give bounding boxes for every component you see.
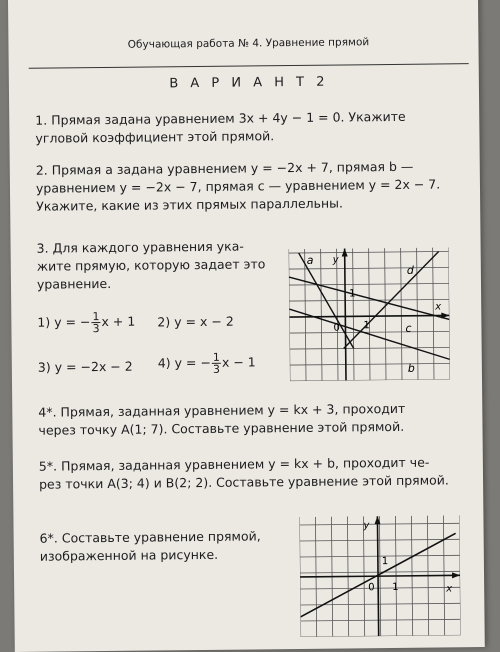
equation-1-denominator: 3	[92, 322, 100, 336]
equation-1-suffix: x + 1	[101, 313, 136, 330]
task-5	[39, 453, 459, 493]
task-6-number: 6*.	[39, 530, 58, 546]
task-2	[36, 157, 457, 215]
equation-1-fraction	[91, 311, 100, 334]
task-6-line-2: изображенной на рисунке.	[39, 546, 219, 564]
task-6-label-x: x	[446, 583, 453, 595]
label-d: d	[406, 263, 414, 277]
label-y: y	[332, 254, 339, 266]
equation-3: 3) y = −2x − 2	[37, 358, 133, 375]
task-6-graph	[299, 515, 460, 637]
task-5-number: 5*.	[38, 458, 58, 474]
task-3-line-3: уравнение.	[36, 275, 112, 292]
task-2-line-2: уравнением y = −2x − 7, прямая c — уравнением y = 2x − 7.	[35, 176, 441, 196]
label-b: b	[407, 361, 415, 375]
task-6-line-1	[40, 527, 300, 548]
task-4	[38, 399, 458, 439]
label-y-one: 1	[349, 288, 356, 300]
label-origin: 0	[333, 322, 340, 334]
task-3-line-2: жите прямую, которую задает это	[36, 256, 266, 274]
task-1-line-2: угловой коэффициент этой прямой.	[35, 128, 275, 146]
task-3-grid	[289, 247, 450, 381]
task-6-label-y: y	[363, 520, 370, 532]
equation-1	[37, 311, 135, 335]
equation-4-fraction	[212, 352, 221, 375]
task-1-text-1: Прямая задана уравнением 3x + 4y − 1 = 0. Укажите	[51, 108, 406, 128]
task-6-text-1: Составьте уравнение прямой,	[61, 528, 261, 546]
task-6-x-arrow	[452, 572, 460, 578]
task-4-number: 4*.	[38, 404, 57, 420]
task-5-line-2: рез точки A(3; 4) и B(2; 2). Составьте уравнение этой прямой.	[38, 472, 449, 492]
task-2-number: 2.	[35, 162, 48, 178]
label-x: x	[435, 301, 442, 313]
task-6-label-origin: 0	[368, 582, 375, 594]
task-6-label-x-one: 1	[392, 581, 399, 594]
label-a: a	[306, 253, 314, 267]
task-3	[37, 237, 288, 294]
task-4-text-1: Прямая, заданная уравнением y = kx + 3, проходит	[60, 400, 406, 420]
task-3-text-1: Для каждого уравнения ука-	[52, 238, 244, 256]
equation-4-numerator: 1	[212, 350, 220, 364]
page-header: Обучающая работа № 4. Уравнение прямой	[127, 36, 370, 51]
header-divider	[29, 63, 469, 69]
task-6	[40, 527, 300, 566]
task-5-text-1: Прямая, заданная уравнением y = kx + b, проходит че-	[60, 454, 430, 474]
equation-4-suffix: x − 1	[221, 354, 256, 370]
task-6-label-y-one: 1	[381, 556, 389, 568]
task-6-x-axis	[300, 575, 460, 577]
task-3-graph	[289, 247, 450, 381]
task-1	[35, 107, 455, 147]
equation-1-prefix: 1) y = −	[37, 314, 91, 330]
label-c: c	[405, 321, 412, 335]
variant-title: В А Р И А Н Т 2	[169, 74, 329, 92]
equation-4	[158, 351, 256, 375]
task-2-text-1: Прямая a задана уравнением y = −2x + 7, прямая b —	[51, 158, 414, 178]
task-2-line-3: Укажите, какие из этих прямых параллельны.	[36, 195, 344, 214]
equation-2: 2) y = x − 2	[157, 313, 234, 330]
equation-1-numerator: 1	[92, 310, 100, 324]
worksheet-page	[8, 0, 485, 652]
task-3-number: 3.	[36, 240, 49, 256]
equation-4-prefix: 4) y = −	[157, 354, 211, 371]
equation-4-denominator: 3	[212, 362, 221, 376]
task-1-number: 1.	[35, 112, 48, 128]
task-4-line-2: через точку A(1; 7). Составьте уравнение этой прямой.	[38, 418, 405, 438]
label-x-one: 1	[363, 320, 370, 332]
